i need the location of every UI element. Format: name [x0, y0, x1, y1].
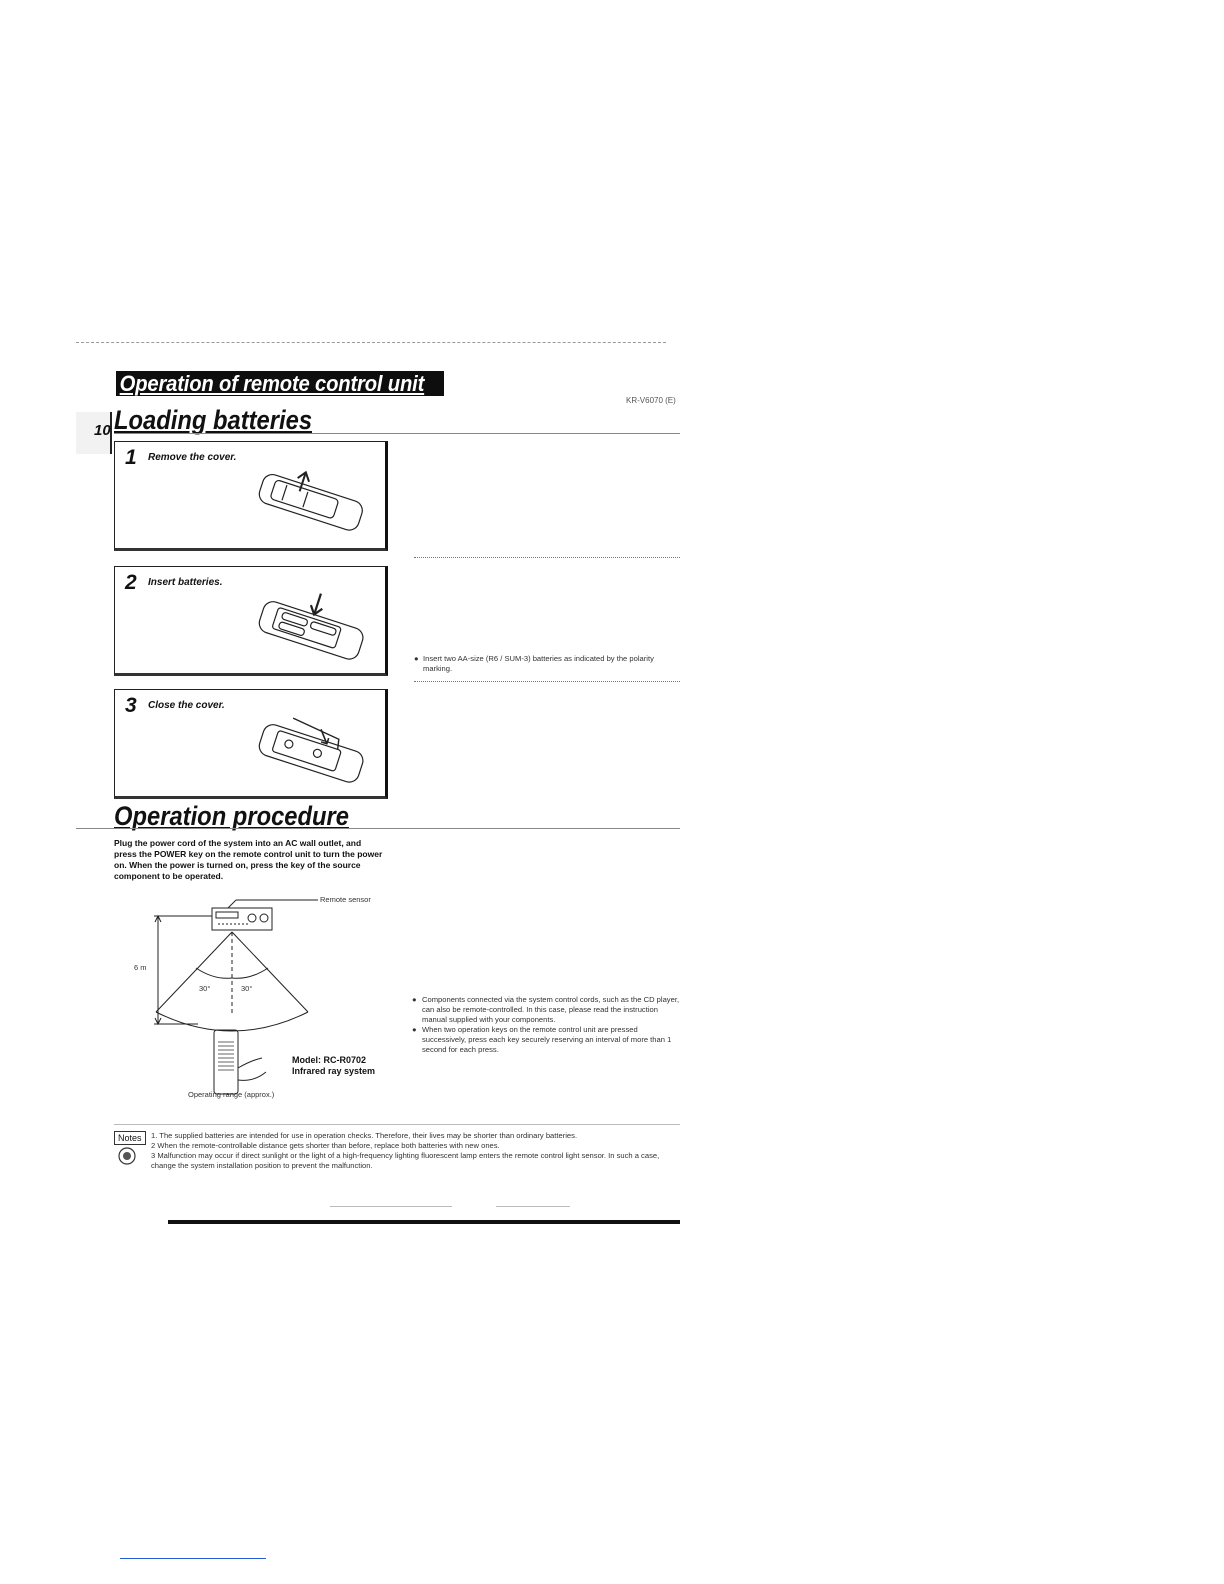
- model-line-1: Model: RC-R0702: [292, 1055, 367, 1065]
- right-column-divider: [414, 557, 680, 558]
- loading-batteries-heading: Loading batteries: [114, 405, 313, 435]
- bottom-bar: [168, 1220, 680, 1224]
- page-number: 10: [94, 422, 111, 439]
- remote-sensor-label: Remote sensor: [320, 895, 371, 904]
- step-label: Close the cover.: [148, 700, 225, 711]
- banner-title: Operation of remote control unit: [119, 371, 425, 396]
- angle-right-label: 30°: [241, 984, 253, 993]
- notes-label: Notes: [114, 1131, 146, 1145]
- bullet-text: When two operation keys on the remote control unit are pressed successively, press each key securely reserving an interval of more than 1 second for each press.: [422, 1025, 672, 1054]
- cover-closing-illustration: [253, 716, 373, 786]
- angle-left-label: 30°: [199, 984, 211, 993]
- warning-emblem-icon: [116, 1146, 138, 1166]
- procedure-heading-rule: [76, 828, 680, 829]
- bullet-item: ● Components connected via the system control cords, such as the CD player, can also be remote-controlled. In this case, please read the instruction manual supplied with your components.: [412, 995, 680, 1024]
- note-item: 3 Malfunction may occur if direct sunlight or the light of a high-frequency lighting fluorescent lamp enters the remote control light sensor. In such a case, change the system installation position to prevent the malfunction.: [151, 1151, 660, 1170]
- top-dashed-rule: [76, 342, 666, 343]
- note-item: 2 When the remote-controllable distance gets shorter than before, replace both batteries with new ones.: [151, 1141, 500, 1150]
- model-line-2: Infrared ray system: [292, 1066, 376, 1076]
- right-column-divider: [414, 681, 680, 682]
- step-2-box: [114, 566, 388, 676]
- bullet-item: ● When two operation keys on the remote control unit are pressed successively, press each key securely reserving an interval of more than 1 second for each press.: [412, 1025, 680, 1055]
- step-number: 2: [125, 571, 137, 594]
- step-3-box: [114, 689, 388, 799]
- notes-list: [151, 1131, 681, 1171]
- bottom-thin-rule: [496, 1206, 570, 1207]
- bottom-link-underline: [120, 1558, 266, 1559]
- distance-label: 6 m: [134, 963, 147, 972]
- step-1-box: [114, 441, 388, 551]
- step-label: Insert batteries.: [148, 577, 223, 588]
- section-banner: [116, 371, 444, 396]
- bottom-thin-rule: [330, 1206, 452, 1207]
- step-number: 3: [125, 694, 137, 717]
- page-number-tab: [76, 412, 112, 454]
- operation-procedure-heading: Operation procedure: [114, 801, 350, 831]
- step-label: Remove the cover.: [148, 452, 237, 463]
- model-code: KR-V6070 (E): [626, 396, 676, 405]
- remote-cover-removal-illustration: [253, 468, 373, 536]
- operating-range-label: Operating range (approx.): [188, 1090, 275, 1099]
- battery-polarity-note: ● Insert two AA-size (R6 / SUM-3) batteries as indicated by the polarity marking.: [414, 654, 680, 674]
- bullet-text: Components connected via the system control cords, such as the CD player, can also be remote-controlled. In this case, please read the instruction manual supplied with your components.: [422, 995, 680, 1024]
- battery-insertion-illustration: [253, 593, 373, 663]
- loading-heading-rule: [114, 433, 680, 434]
- procedure-intro: Plug the power cord of the system into an AC wall outlet, and press the POWER key on the remote control unit to turn the power on. When the power is turned on, press the key of the source component to be operated.: [114, 838, 383, 881]
- notes-divider: [114, 1124, 680, 1125]
- note-item: 1. The supplied batteries are intended for use in operation checks. Therefore, their lives may be shorter than ordinary batteries.: [151, 1131, 578, 1140]
- step-number: 1: [125, 446, 137, 469]
- procedure-notes: [412, 995, 680, 1055]
- battery-polarity-text: Insert two AA-size (R6 / SUM-3) batteries as indicated by the polarity marking.: [423, 654, 654, 673]
